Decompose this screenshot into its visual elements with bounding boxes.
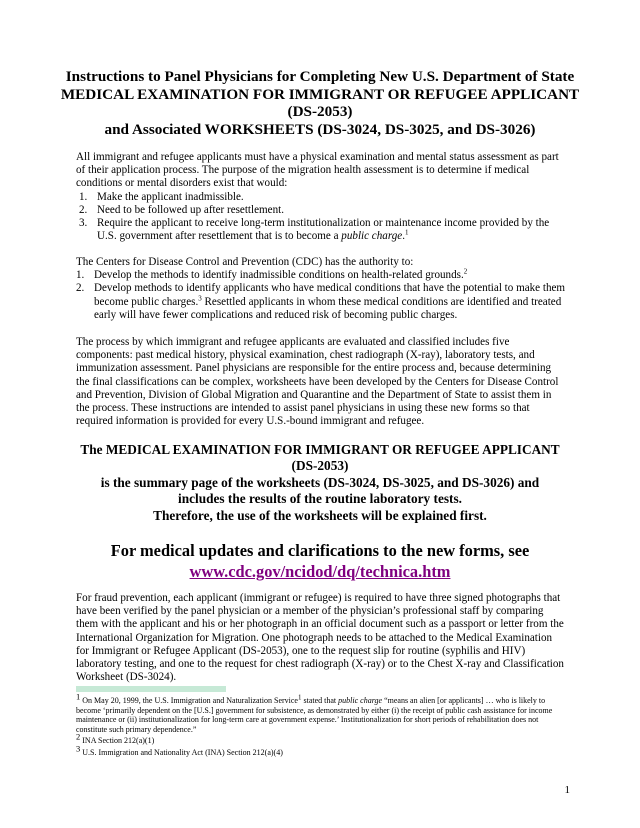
summary-line-2: (DS-2053)	[291, 458, 349, 474]
footnote-ref: 1	[297, 693, 302, 702]
list-number: 2.	[79, 203, 88, 216]
updates-notice	[40, 540, 600, 582]
summary-line-4: includes the results of the routine laboratory tests.	[178, 491, 462, 507]
list-number: 1.	[76, 269, 85, 282]
footnote-1	[76, 691, 566, 734]
footnote-ref: 3	[198, 293, 202, 302]
footnote-mark: 3	[76, 743, 81, 754]
intro-list-item	[76, 217, 566, 243]
list-number: 3.	[79, 217, 88, 230]
footnote-ref: 1	[404, 228, 409, 237]
footnote-divider	[76, 686, 226, 692]
title-line-2: MEDICAL EXAMINATION FOR IMMIGRANT OR REFUGEE APPLICANT	[60, 85, 580, 103]
footnote-text: stated that	[301, 696, 339, 705]
footnote-text: “means an alien [or applicants] … who is likely to become ‘primarily dependent on the [U.S.] government for subsistence, as demonstrated by either (i) the receipt of public cash assistance for income maintenance or (ii) institutionalization for long-term care at government expense.’ Institutionalization for short periods of rehabilitation does not constitute such primary dependence.”	[76, 696, 553, 734]
footnote-mark: 1	[76, 691, 81, 702]
fraud-paragraph: For fraud prevention, each applicant (immigrant or refugee) is required to have three signed photographs that have been verified by the panel physician or a member of the physician’s professional staff by comparing them with the applicant and his or her photograph in an official document such as a passport or letter from the International Organization for Migration. One photograph needs to be attached to the Medical Examination for Immigrant or Refugee Applicant (DS-2053), one to the request slip for routine (syphilis and HIV) laboratory testing, and one to the request for chest radiograph (X-ray) or to the Chest X-ray and Classification Worksheet (DS-3024).	[76, 592, 564, 684]
footnote-ref: 2	[463, 267, 468, 276]
page-number: 1	[564, 784, 570, 796]
cdc-list-item	[76, 269, 566, 282]
public-charge-term: public charge	[341, 230, 403, 243]
list-text-main: Develop the methods to identify inadmissible conditions on health-related grounds.	[94, 269, 464, 282]
list-text	[94, 269, 566, 282]
footnote-text: U.S. Immigration and Nationality Act (INA) Section 212(a)(4)	[82, 747, 283, 757]
list-text	[97, 217, 566, 243]
summary-notice	[40, 442, 600, 524]
footnote-text: INA Section 212(a)(1)	[82, 736, 155, 746]
intro-list-item	[76, 191, 566, 204]
intro-paragraph: All immigrant and refugee applicants must have a physical examination and mental status assessment as part of their application process. The purpose of the migration health assessment is to determine if medical conditions or mental disorders exist that would:	[76, 151, 559, 190]
footnote-2	[76, 731, 566, 746]
summary-line-5: Therefore, the use of the worksheets will be explained first.	[153, 507, 487, 523]
cdc-section	[76, 256, 566, 322]
title-line-4: and Associated WORKSHEETS (DS-3024, DS-3025, and DS-3026)	[104, 120, 536, 138]
list-number: 1.	[79, 190, 88, 203]
intro-section	[76, 151, 566, 243]
technica-link[interactable]: www.cdc.gov/ncidod/dq/technica.htm	[189, 562, 451, 581]
footnote-text: On May 20, 1999, the U.S. Immigration and Naturalization Service	[82, 696, 298, 705]
list-text-rest: Resettled applicants in whom these medical conditions are identified and treated early will have fewer complications and reduced risk of becoming public charges.	[94, 295, 562, 321]
list-text-main: Develop methods to identify applicants who have medical conditions that have the potential to make them become public charges.	[94, 282, 566, 308]
footnote-mark: 2	[76, 731, 81, 742]
list-text-main: Require the applicant to receive long-term institutionalization or maintenance income provided by the U.S. government after resettlement that is to become a	[97, 217, 550, 243]
list-text	[94, 282, 566, 322]
updates-line: For medical updates and clarifications to the new forms, see	[110, 541, 530, 560]
footnotes	[76, 691, 566, 760]
list-text: Need to be followed up after resettlement.	[97, 203, 284, 216]
cdc-list-item	[76, 282, 566, 322]
list-text: Make the applicant inadmissible.	[97, 190, 244, 203]
list-text-end: .	[402, 230, 405, 243]
footnote-3	[76, 743, 566, 758]
process-paragraph: The process by which immigrant and refugee applicants are evaluated and classified includes five components: past medical history, physical examination, chest radiograph (X-ray), laboratory tests, and immunization assessment. Panel physicians are responsible for the entire process and, because determining the final classifications can be complex, worksheets have been developed by the Centers for Disease Control and Prevention, Division of Global Migration and Quarantine and the Department of State to assist them in the process. These instructions are intended to assist panel physicians in using these new forms so that required information is provided for every U.S.-bound immigrant and refugee.	[76, 336, 559, 428]
summary-line-1: The MEDICAL EXAMINATION FOR IMMIGRANT OR REFUGEE APPLICANT	[80, 442, 560, 457]
cdc-paragraph: The Centers for Disease Control and Prevention (CDC) has the authority to:	[76, 256, 414, 268]
title-line-3: (DS-2053)	[287, 103, 353, 120]
title-line-1: Instructions to Panel Physicians for Completing New U.S. Department of State	[65, 68, 575, 85]
intro-list-item	[76, 204, 566, 217]
public-charge-term: public charge	[338, 696, 383, 705]
list-number: 2.	[76, 282, 85, 295]
summary-line-3: is the summary page of the worksheets (DS-3024, DS-3025, and DS-3026) and	[100, 474, 540, 490]
document-title	[40, 68, 600, 138]
